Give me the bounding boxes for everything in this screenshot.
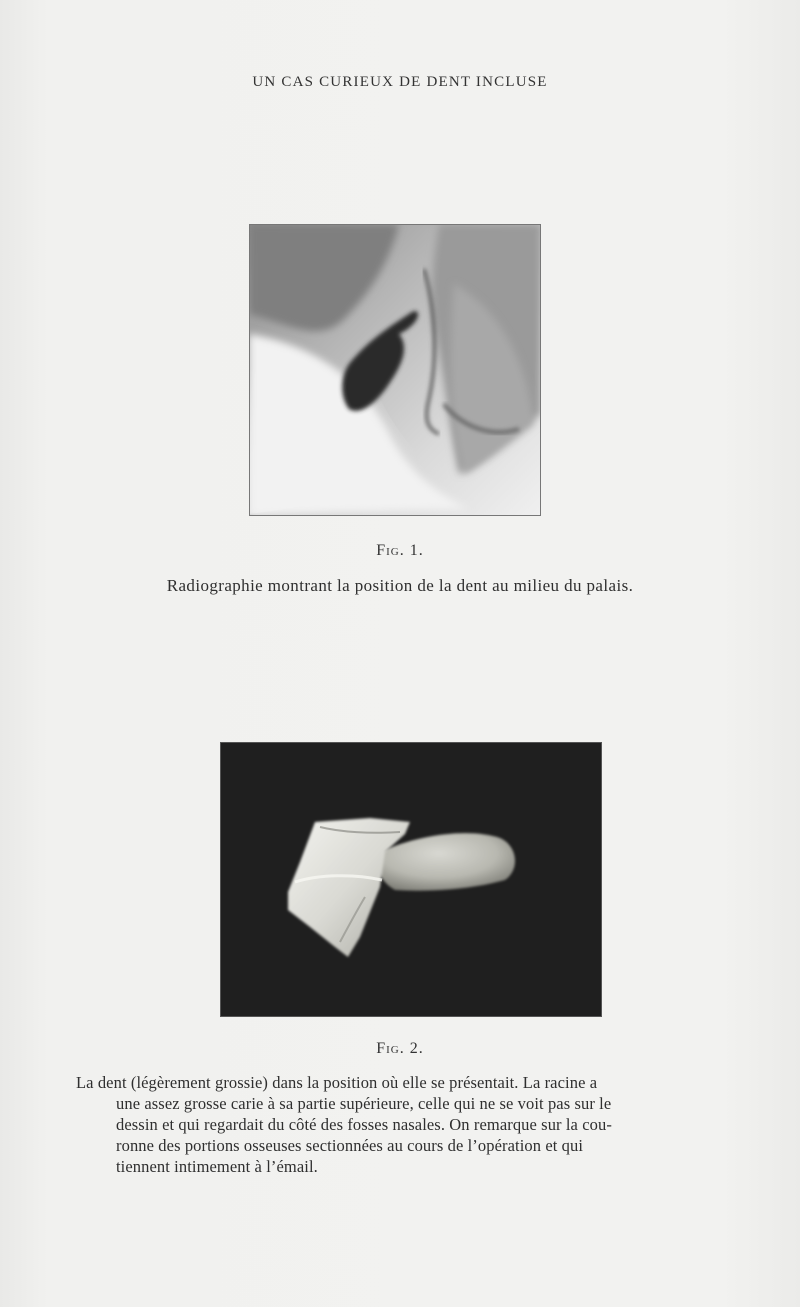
figure-1-caption: Radiographie montrant la position de la dent au milieu du palais. [166,576,634,595]
caption-line: tiennent intimement à l’émail. [116,1157,318,1176]
figure-2-caption [76,1072,766,1177]
figure-1-label [0,542,800,560]
caption-line: dessin et qui regardait du côté des fosses nasales. On remarque sur la cou- [116,1115,612,1134]
caption-line: une assez grosse carie à sa partie supérieure, celle qui ne se voit pas sur le [116,1094,612,1113]
figure-2-label [0,1040,800,1058]
caption-line: La dent (légèrement grossie) dans la position où elle se présentait. La racine a [76,1073,598,1092]
caption-line: ronne des portions osseuses sectionnées au cours de l’opération et qui [116,1136,584,1155]
running-head: UN CAS CURIEUX DE DENT INCLUSE [252,74,548,90]
figure-1-label-text: Fig. 1. [376,542,424,559]
tooth-photo-image [220,742,602,1017]
radiograph-image [249,224,541,516]
figure-2-label-text: Fig. 2. [376,1040,424,1057]
